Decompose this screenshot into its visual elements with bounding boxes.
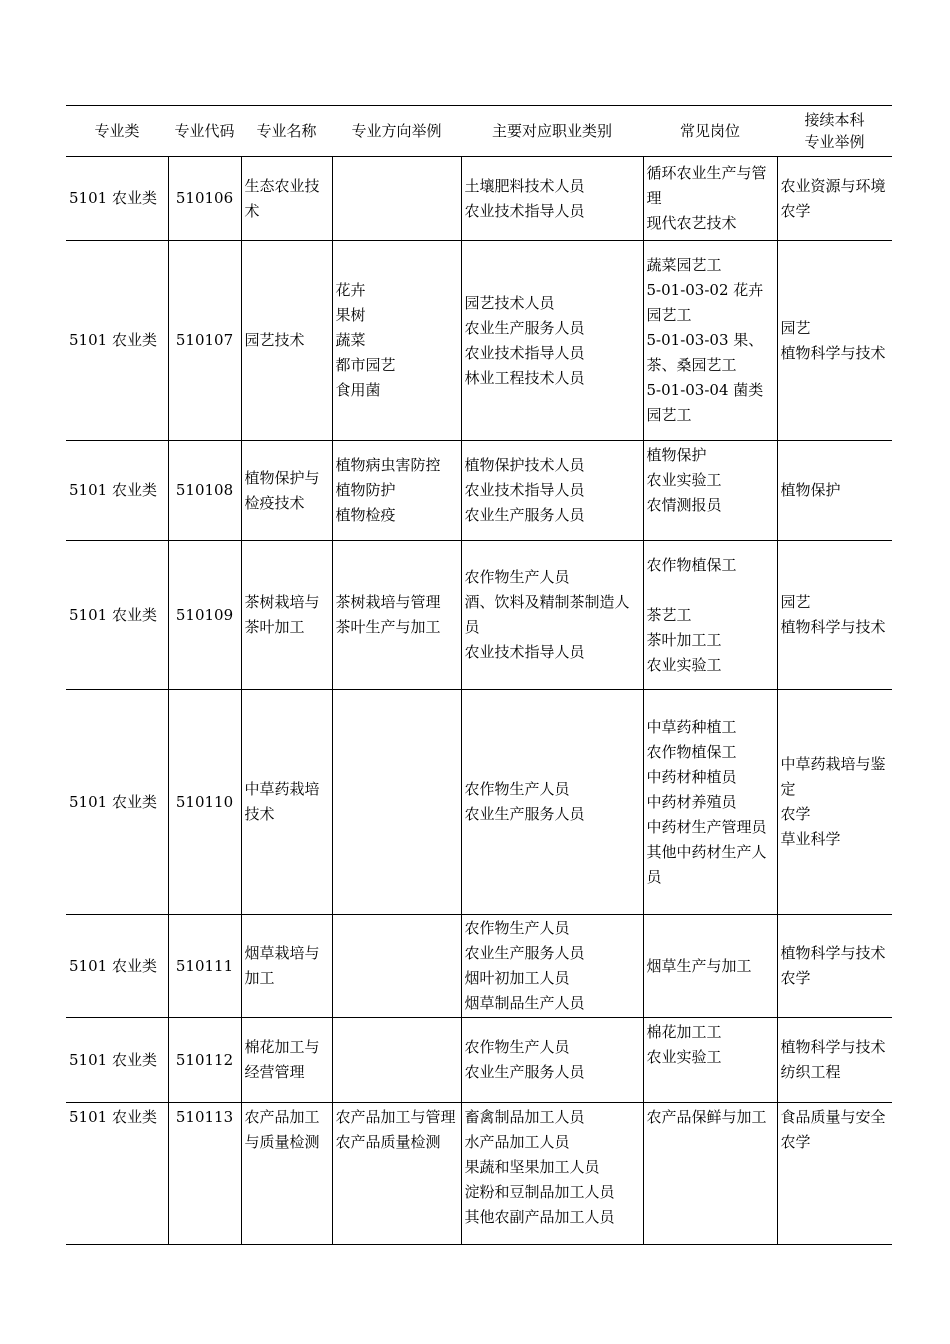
cell-common-posts: 循环农业生产与管理 现代农艺技术 — [643, 157, 777, 241]
cell-common-posts: 农作物植保工 茶艺工 茶叶加工工 农业实验工 — [643, 541, 777, 690]
cell-job-category: 农作物生产人员 酒、饮料及精制茶制造人员 农业技术指导人员 — [461, 541, 643, 690]
cell-code: 510107 — [168, 241, 241, 441]
cell-undergrad-majors: 农业资源与环境 农学 — [777, 157, 892, 241]
table-row — [66, 690, 892, 915]
cell-direction — [332, 690, 461, 915]
cell-direction: 茶树栽培与管理 茶叶生产与加工 — [332, 541, 461, 690]
table-row — [66, 1103, 892, 1245]
cell-name: 茶树栽培与茶叶加工 — [241, 541, 332, 690]
cell-undergrad-majors: 园艺 植物科学与技术 — [777, 241, 892, 441]
cell-job-category: 植物保护技术人员 农业技术指导人员 农业生产服务人员 — [461, 441, 643, 541]
header-job-category: 主要对应职业类别 — [461, 106, 643, 157]
cell-job-category: 土壤肥料技术人员 农业技术指导人员 — [461, 157, 643, 241]
cell-code: 510108 — [168, 441, 241, 541]
cell-name: 植物保护与检疫技术 — [241, 441, 332, 541]
major-catalog-table — [66, 105, 892, 1245]
cell-undergrad-majors: 植物科学与技术 农学 — [777, 915, 892, 1018]
cell-undergrad-majors: 植物保护 — [777, 441, 892, 541]
cell-category: 5101 农业类 — [66, 915, 168, 1018]
cell-undergrad-majors: 中草药栽培与鉴定 农学 草业科学 — [777, 690, 892, 915]
header-undergrad-majors: 接续本科 专业举例 — [777, 106, 892, 157]
table-row — [66, 915, 892, 1018]
cell-code: 510109 — [168, 541, 241, 690]
major-catalog-table-container — [66, 105, 892, 1245]
cell-code: 510106 — [168, 157, 241, 241]
cell-name: 棉花加工与经营管理 — [241, 1018, 332, 1103]
cell-code: 510111 — [168, 915, 241, 1018]
cell-common-posts: 烟草生产与加工 — [643, 915, 777, 1018]
cell-code: 510110 — [168, 690, 241, 915]
cell-job-category: 农作物生产人员 农业生产服务人员 烟叶初加工人员 烟草制品生产人员 — [461, 915, 643, 1018]
cell-name: 烟草栽培与加工 — [241, 915, 332, 1018]
header-category: 专业类 — [66, 106, 168, 157]
header-name: 专业名称 — [241, 106, 332, 157]
cell-category: 5101 农业类 — [66, 1018, 168, 1103]
cell-direction: 植物病虫害防控 植物防护 植物检疫 — [332, 441, 461, 541]
table-row — [66, 157, 892, 241]
cell-category: 5101 农业类 — [66, 1103, 168, 1245]
cell-name: 中草药栽培技术 — [241, 690, 332, 915]
cell-category: 5101 农业类 — [66, 541, 168, 690]
table-row — [66, 441, 892, 541]
cell-common-posts: 植物保护 农业实验工 农情测报员 — [643, 441, 777, 541]
cell-direction — [332, 1018, 461, 1103]
table-row — [66, 541, 892, 690]
cell-name: 农产品加工与质量检测 — [241, 1103, 332, 1245]
cell-code: 510112 — [168, 1018, 241, 1103]
table-row — [66, 241, 892, 441]
cell-direction: 花卉 果树 蔬菜 都市园艺 食用菌 — [332, 241, 461, 441]
cell-direction — [332, 915, 461, 1018]
cell-job-category: 农作物生产人员 农业生产服务人员 — [461, 690, 643, 915]
cell-undergrad-majors: 园艺 植物科学与技术 — [777, 541, 892, 690]
cell-name: 生态农业技术 — [241, 157, 332, 241]
cell-job-category: 畜禽制品加工人员 水产品加工人员 果蔬和坚果加工人员 淀粉和豆制品加工人员 其他农副产品加工人员 — [461, 1103, 643, 1245]
cell-undergrad-majors: 食品质量与安全 农学 — [777, 1103, 892, 1245]
cell-category: 5101 农业类 — [66, 690, 168, 915]
cell-category: 5101 农业类 — [66, 157, 168, 241]
cell-common-posts: 蔬菜园艺工 5-01-03-02 花卉园艺工 5-01-03-03 果、茶、桑园艺工 5-01-03-04 菌类园艺工 — [643, 241, 777, 441]
cell-job-category: 园艺技术人员 农业生产服务人员 农业技术指导人员 林业工程技术人员 — [461, 241, 643, 441]
cell-job-category: 农作物生产人员 农业生产服务人员 — [461, 1018, 643, 1103]
table-header-row — [66, 106, 892, 157]
cell-direction — [332, 157, 461, 241]
cell-code: 510113 — [168, 1103, 241, 1245]
cell-category: 5101 农业类 — [66, 241, 168, 441]
cell-common-posts: 中草药种植工 农作物植保工 中药材种植员 中药材养殖员 中药材生产管理员 其他中药材生产人员 — [643, 690, 777, 915]
cell-common-posts: 棉花加工工 农业实验工 — [643, 1018, 777, 1103]
header-direction: 专业方向举例 — [332, 106, 461, 157]
header-code: 专业代码 — [168, 106, 241, 157]
cell-category: 5101 农业类 — [66, 441, 168, 541]
cell-name: 园艺技术 — [241, 241, 332, 441]
cell-direction: 农产品加工与管理 农产品质量检测 — [332, 1103, 461, 1245]
table-row — [66, 1018, 892, 1103]
cell-common-posts: 农产品保鲜与加工 — [643, 1103, 777, 1245]
header-common-posts: 常见岗位 — [643, 106, 777, 157]
cell-undergrad-majors: 植物科学与技术 纺织工程 — [777, 1018, 892, 1103]
